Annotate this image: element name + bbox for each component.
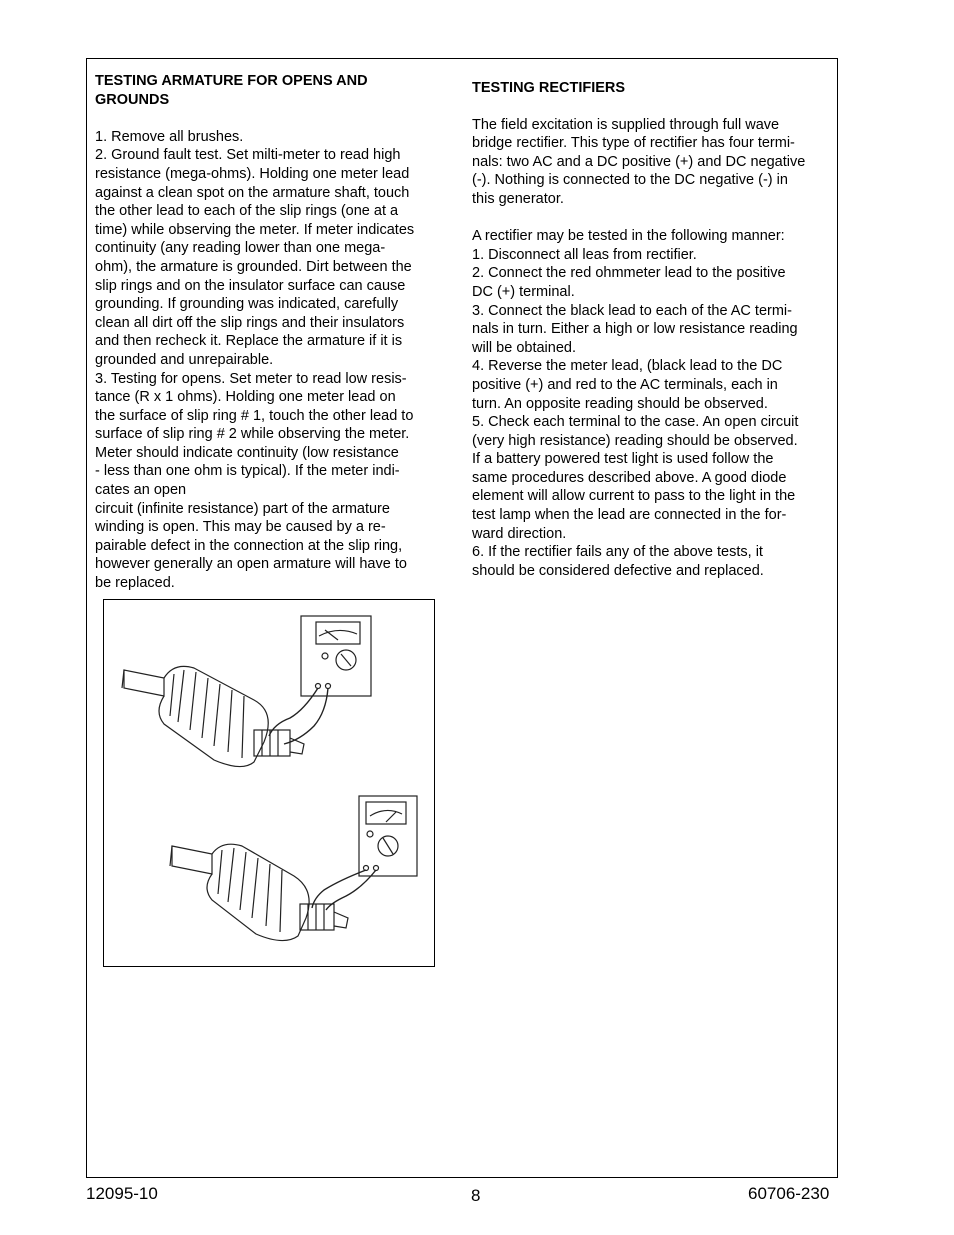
lower-meter-icon bbox=[359, 796, 417, 876]
rectifier-steps: A rectifier may be tested in the following manner: 1. Disconnect all leas from rectifier. 2. Connect the red ohmmeter lead to the positive DC (+) terminal. 3. Connect the black lead to each of the AC termi- nals in turn. Either a high or low resistance reading will be obtained. 4. Reverse the meter lead, (black lead to the DC positive (+) and red to the AC terminals, each in turn. An opposite reading should be observed. 5. Check each terminal to the case. An open circuit (very high resistance) reading should be observed. If a battery powered test light is used follow the same procedures described above. A good diode element will allow current to pass to the light in the test lamp when the lead are connected in the for- ward direction. 6. If the rectifier fails any of the above tests, it should be considered defective and replaced. bbox=[472, 228, 799, 579]
rectifier-test-heading: TESTING RECTIFIERS bbox=[472, 80, 626, 96]
armature-meter-drawing bbox=[104, 600, 436, 968]
armature-test-illustration bbox=[103, 599, 435, 967]
page-number: 8 bbox=[471, 1186, 481, 1205]
upper-meter-icon bbox=[301, 616, 371, 696]
rectifier-intro: The field excitation is supplied through full wave bridge rectifier. This type of rectifier has four termi- nals: two AC and a DC positive (+) and DC negative (-). Nothing is connected to the DC negative (-) in this generator. bbox=[472, 116, 806, 207]
right-column bbox=[472, 79, 838, 580]
document-number: 12095-10 bbox=[86, 1184, 158, 1203]
armature-test-heading: TESTING ARMATURE FOR OPENS AND GROUNDS bbox=[95, 73, 368, 108]
part-number: 60706-230 bbox=[748, 1184, 830, 1203]
upper-armature-icon bbox=[122, 666, 304, 766]
left-column bbox=[95, 72, 445, 593]
armature-test-body: 1. Remove all brushes. 2. Ground fault test. Set milti-meter to read high resistance (mega-ohms). Holding one meter lead against a clean spot on the armature shaft, touch the other lead to each of the slip rings (one at a time) while observing the meter. If meter indicates continuity (any reading lower than one mega- ohm), the armature is grounded. Dirt between the slip rings and on the insulator surface can cause grounding. If grounding was indicated, carefully clean all dirt off the slip rings and their insulators and then recheck it. Replace the armature if it is grounded and unrepairable. 3. Testing for opens. Set meter to read low resis- tance (R x 1 ohms). Holding one meter lead on the surface of slip ring # 1, touch the other lead to surface of slip ring # 2 while observing the meter. Meter should indicate continuity (low resistance - less than one ohm is typical). If the meter indi- cates an open circuit (infinite resistance) part of the armature winding is open. This may be caused by a re- pairable defect in the connection at the slip ring, however generally an open armature will have to be replaced. bbox=[95, 128, 415, 592]
